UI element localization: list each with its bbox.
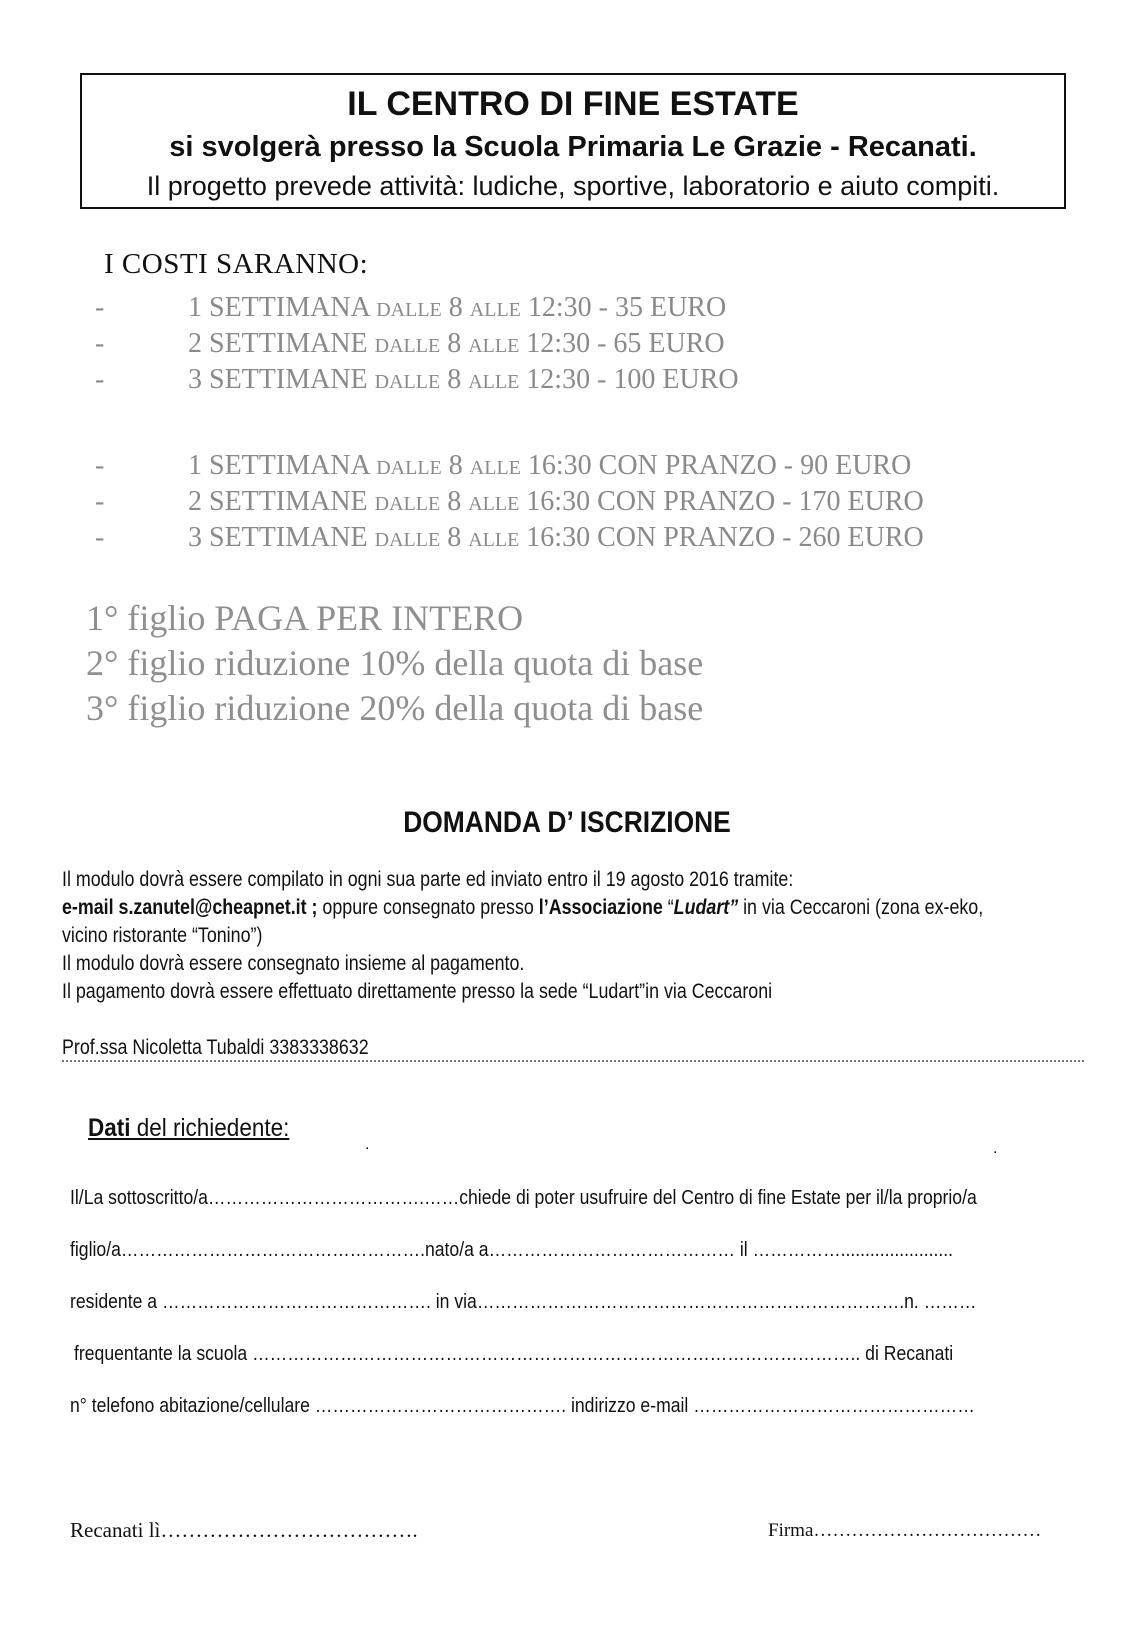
application-line: Il modulo dovrà essere compilato in ogni sua parte ed inviato entro il 19 agosto 2016 tramite: [62,868,794,891]
form-line-contacts[interactable]: n° telefono abitazione/cellulare ……………………………………. indirizzo e-mail ………………………………………… [70,1395,975,1417]
price-text: 2 SETTIMANE dalle 8 alle 12:30 - 65 EURO [188,328,725,359]
form-line-residence[interactable]: residente a ………………………………………. in via……………………………………………………………….n. ……… [70,1291,977,1313]
email-label: e-mail s.zanutel@cheapnet.it ; [62,896,318,919]
list-dash: - [95,328,105,359]
costs-heading: I COSTI SARANNO: [104,248,369,280]
discount-row: 3° figlio riduzione 20% della quota di base [86,688,704,728]
stray-dot: . [365,1136,370,1153]
application-line: vicino ristorante “Tonino”) [62,924,263,947]
discount-row: 1° figlio PAGA PER INTERO [86,598,524,638]
list-dash: - [95,522,105,553]
list-dash: - [95,450,105,481]
discount-row: 2° figlio riduzione 10% della quota di base [86,643,704,683]
price-text: 3 SETTIMANE dalle 8 alle 12:30 - 100 EURO [188,364,739,395]
price-row [0,484,1134,520]
signature-field[interactable]: Firma……………………………… [768,1520,1042,1541]
price-text: 3 SETTIMANE dalle 8 alle 16:30 CON PRANZO - 260 EURO [188,522,924,553]
price-row [0,520,1134,556]
price-text: 2 SETTIMANE dalle 8 alle 16:30 CON PRANZO - 170 EURO [188,486,924,517]
stray-dot: . [993,1140,998,1157]
header-description: Il progetto prevede attività: ludiche, sportive, laboratorio e aiuto compiti. [146,171,1000,201]
price-text: 1 SETTIMANA dalle 8 alle 12:30 - 35 EURO [188,292,727,323]
application-line: Il pagamento dovrà essere effettuato direttamente presso la sede “Ludart”in via Ceccaroni [62,980,773,1003]
application-title: DOMANDA D’ ISCRIZIONE [403,806,731,839]
dotted-separator [62,1060,1084,1062]
application-line: e-mail s.zanutel@cheapnet.it ; oppure consegnato presso l’Associazione “Ludart” in via Ceccaroni (zona ex-eko, [62,896,984,919]
header-title: IL CENTRO DI FINE ESTATE [347,85,799,123]
list-dash: - [95,292,105,323]
application-line: Il modulo dovrà essere consegnato insieme al pagamento. [62,952,525,975]
price-text: 1 SETTIMANA dalle 8 alle 16:30 CON PRANZO - 90 EURO [188,450,912,481]
list-dash: - [95,486,105,517]
applicant-title: Dati del richiedente: [88,1114,290,1142]
contact-line: Prof.ssa Nicoletta Tubaldi 3383338632 [62,1036,369,1059]
price-row [0,362,1134,398]
form-line-school[interactable]: frequentante la scuola ………………………………………………………………………………………….. di Recanati [74,1343,954,1365]
place-date-field[interactable]: Recanati lì………………………………. [70,1518,418,1542]
form-line-name[interactable]: Il/La sottoscritto/a……………………………….……chiede di poter usufruire del Centro di fine Estate per il/la proprio/a [70,1187,977,1209]
price-row [0,290,1134,326]
price-row [0,326,1134,362]
header-subtitle: si svolgerà presso la Scuola Primaria Le Grazie - Recanati. [169,131,977,163]
price-row [0,448,1134,484]
form-line-child[interactable]: figlio/a…………………………………………….nato/a a…………………………………… il ……………....................... [70,1239,954,1261]
list-dash: - [95,364,105,395]
header-box [80,73,1066,209]
